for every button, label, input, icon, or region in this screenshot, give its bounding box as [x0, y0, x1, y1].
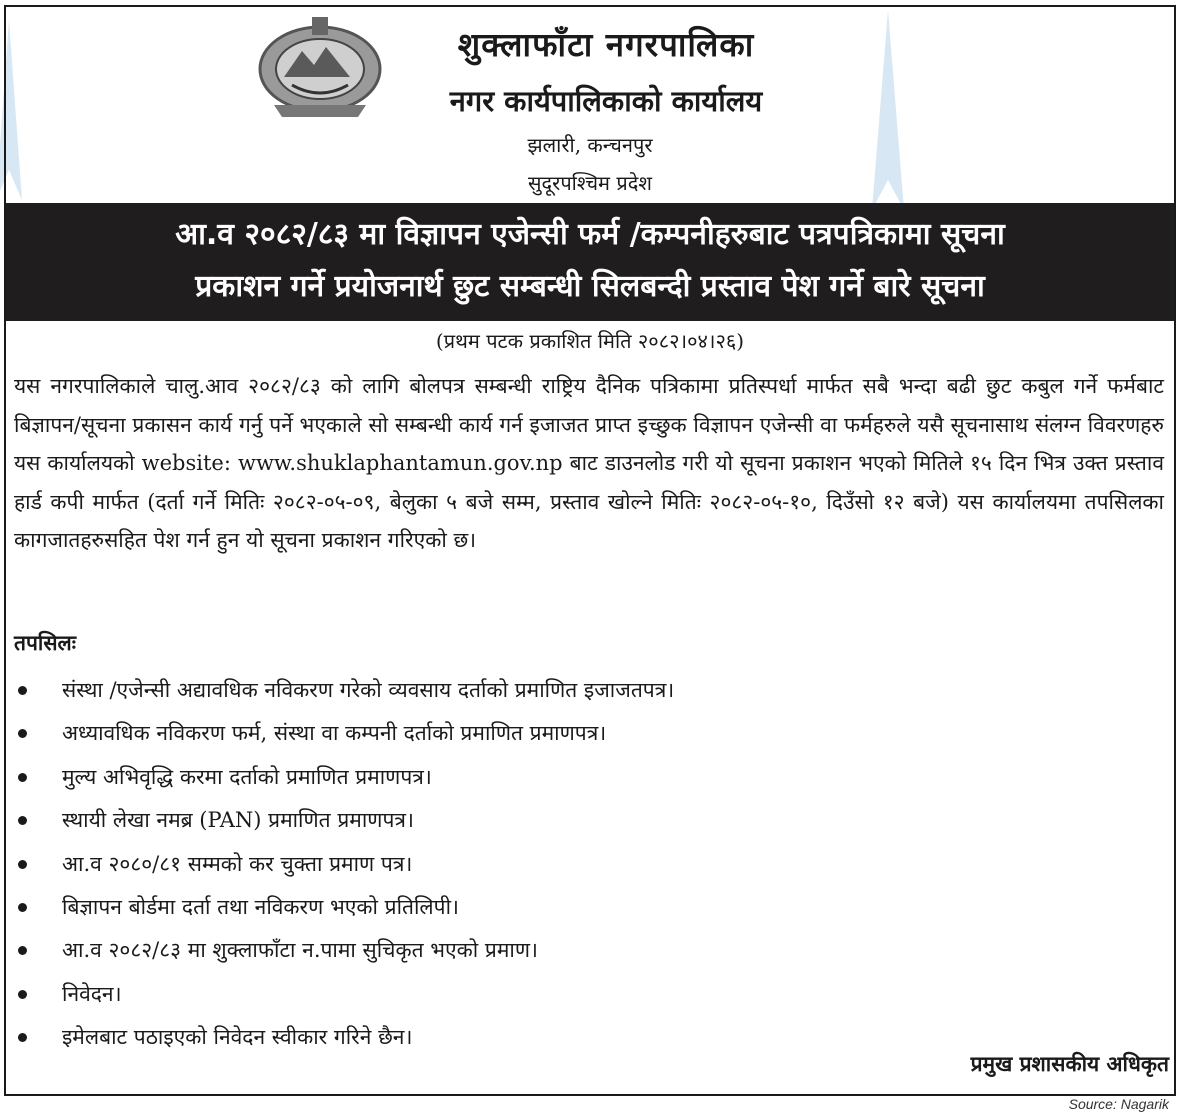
bullet-icon	[18, 946, 27, 955]
notice-title-line-1: आ.व २०८२/८३ मा विज्ञापन एजेन्सी फर्म /कम्पनीहरुबाट पत्रपत्रिकामा सूचना	[175, 217, 1005, 252]
annex-label: तपसिलः	[14, 630, 77, 655]
annex-item-text: स्थायी लेखा नमब्र (PAN) प्रमाणित प्रमाणपत्र।	[62, 808, 414, 833]
bullet-icon	[18, 990, 27, 999]
notice-document	[4, 5, 1176, 1096]
bullet-icon	[18, 860, 27, 869]
office-name: नगर कार्यपालिकाको कार्यालय	[449, 84, 763, 118]
annex-item-text: बिज्ञापन बोर्डमा दर्ता तथा नविकरण भएको प्रतिलिपी।	[62, 894, 459, 919]
list-item	[6, 756, 1166, 799]
list-item	[6, 929, 1166, 972]
list-item	[6, 973, 1166, 1016]
annex-item-text: मुल्य अभिवृद्धि करमा दर्ताको प्रमाणित प्रमाणपत्र।	[62, 764, 432, 789]
list-item	[6, 886, 1166, 929]
annex-item-text: इमेलबाट पठाइएको निवेदन स्वीकार गरिने छैन।	[62, 1025, 413, 1050]
annex-item-text: निवेदन।	[62, 981, 122, 1006]
annex-list	[6, 669, 1166, 1060]
list-item	[6, 799, 1166, 842]
annex-item-text: संस्था /एजेन्सी अद्यावधिक नविकरण गरेको व्यवसाय दर्ताको प्रमाणित इजाजतपत्र।	[62, 678, 675, 702]
list-item	[6, 712, 1166, 755]
notice-header	[6, 7, 1174, 203]
bullet-icon	[18, 729, 27, 738]
bullet-icon	[18, 686, 27, 695]
province-name: सुदूरपश्चिम प्रदेश	[528, 171, 652, 195]
notice-body-paragraph: यस नगरपालिकाले चालु.आव २०८२/८३ को लागि बोलपत्र सम्बन्धी राष्ट्रिय दैनिक पत्रिकामा प्रतिस्पर्धा मार्फत सबै भन्दा बढी छुट कबुल गर्ने फर्मबाट बिज्ञापन/सूचना प्रकासन कार्य गर्नु पर्ने भएकाले सो सम्बन्धी कार्य गर्न इजाजत प्राप्त इच्छुक विज्ञापन एजेन्सी वा फर्महरुले यसै सूचनासाथ संलग्न विवरणहरु यस कार्यालयको website: www.shuklaphantamun.gov.np बाट डाउनलोड गरी यो सूचना प्रकाशन भएको मितिले १५ दिन भित्र उक्त प्रस्ताव हार्ड कपी मार्फत (दर्ता गर्ने मितिः २०८२-०५-०९, बेलुका ५ बजे सम्म, प्रस्ताव खोल्ने मितिः २०८२-०५-१०, दिउँसो १२ बजे) यस कार्यालयमा तपसिलका कागजातहरुसहित पेश गर्न हुन यो सूचना प्रकाशन गरिएको छ।	[14, 374, 1164, 552]
annex-item-text: आ.व २०८२/८३ मा शुक्लाफाँटा न.पामा सुचिकृत भएको प्रमाण।	[62, 938, 538, 963]
list-item	[6, 669, 1166, 712]
bullet-icon	[18, 1033, 27, 1042]
annex-item-text: आ.व २०८०/८१ सम्मको कर चुक्ता प्रमाण पत्र।	[62, 851, 413, 876]
bullet-icon	[18, 773, 27, 782]
municipality-name: शुक्लाफाँटा नगरपालिका	[457, 25, 755, 64]
annex-item-text: अध्यावधिक नविकरण फर्म, संस्था वा कम्पनी दर्ताको प्रमाणित प्रमाणपत्र।	[62, 721, 607, 746]
notice-title-line-2: प्रकाशन गर्ने प्रयोजनार्थ छुट सम्बन्धी सिलबन्दी प्रस्ताव पेश गर्ने बारे सूचना	[195, 269, 985, 304]
list-item	[6, 843, 1166, 886]
bullet-icon	[18, 816, 27, 825]
publication-date: (प्रथम पटक प्रकाशित मिति २०८२।०४।२६)	[435, 329, 745, 353]
bullet-icon	[18, 903, 27, 912]
office-address: झलारी, कन्चनपुर	[527, 133, 653, 157]
government-emblem-icon	[254, 13, 386, 121]
signatory-title: प्रमुख प्रशासकीय अधिकृत	[970, 1051, 1169, 1076]
notice-title-banner	[6, 203, 1174, 321]
source-credit: Source: Nagarik	[1068, 1096, 1169, 1112]
